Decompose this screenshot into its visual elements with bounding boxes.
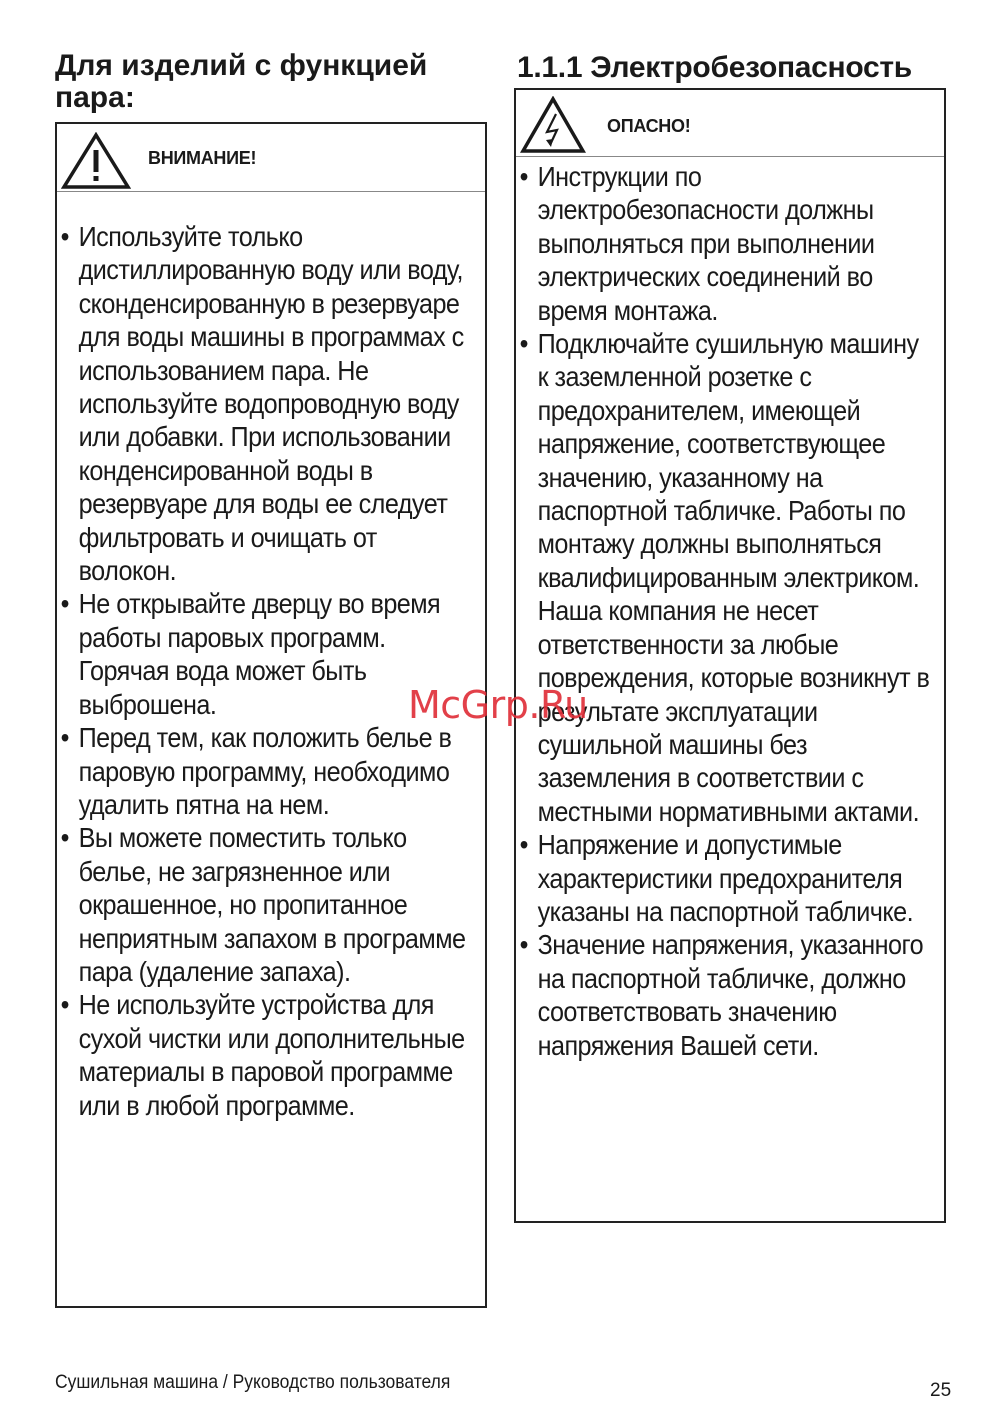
high-voltage-triangle-icon <box>520 96 586 154</box>
watermark: McGrp.Ru <box>408 683 588 727</box>
list-item: • Напряжение и допустимые характеристики предохранителя указаны на паспортной табличке. <box>519 829 914 927</box>
list-item: • Значение напряжения, указанного на паспортной табличке, должно соответствовать значению напряжения Вашей сети. <box>519 929 924 1061</box>
list-item: • Не используйте устройства для сухой чистки или дополнительные материалы в паровой программе или в любой программе. <box>60 989 465 1121</box>
list-item: • Перед тем, как положить белье в паровую программу, необходимо удалить пятна на нем. <box>60 722 452 820</box>
list-item: • Используйте только дистиллированную воду или воду, сконденсированную в резервуаре для воды машины в программах с использованием пара. Не используйте водопроводную воду или добавки. При использовании конденсированной воды в резервуаре для воды ее следует фильтровать и очищать от волокон. <box>60 221 464 587</box>
bullet: • <box>519 829 528 861</box>
list-item: • Не открывайте дверцу во время работы паровых программ. Горячая вода может быть выброшена. <box>60 588 441 720</box>
footer-title: Сушильная машина / Руководство пользователя <box>55 1372 451 1393</box>
steam-section-heading: Для изделий с функцией пара: <box>55 49 428 114</box>
bullet: • <box>519 929 528 961</box>
bullet: • <box>60 221 69 252</box>
list-item: • Вы можете поместить только белье, не загрязненное или окрашенное, но пропитанное неприятным запахом в программе пара (удаление запаха). <box>60 822 466 987</box>
list-item: • Подключайте сушильную машину к заземленной розетке с предохранителем, имеющей напряжение, соответствующее значению, указанному на паспортной табличке. Работы по монтажу должны выполняться квалифицированным электриком. Наша компания не несет ответственности за любые повреждения, которые возникнут в результате эксплуатации сушильной машины без заземления в соответствии с местными нормативными актами. <box>519 328 930 827</box>
list-item: • Инструкции по электробезопасности должны выполняться при выполнении электрических соединений во время монтажа. <box>519 161 875 326</box>
attention-list <box>57 220 517 1122</box>
danger-box <box>514 88 946 1223</box>
electrical-safety-heading: 1.1.1 Электробезопасность <box>517 51 912 84</box>
danger-label: ОПАСНО! <box>607 116 691 136</box>
bullet: • <box>60 989 69 1021</box>
bullet: • <box>60 588 69 620</box>
page-number: 25 <box>930 1380 952 1401</box>
attention-box-header <box>57 124 485 192</box>
danger-box-header <box>516 90 944 157</box>
bullet: • <box>60 722 69 754</box>
attention-label: ВНИМАНИЕ! <box>148 148 257 168</box>
bullet: • <box>519 161 528 192</box>
bullet: • <box>519 328 528 360</box>
danger-list <box>516 160 984 1062</box>
bullet: • <box>60 822 69 854</box>
warning-triangle-icon <box>61 132 131 190</box>
